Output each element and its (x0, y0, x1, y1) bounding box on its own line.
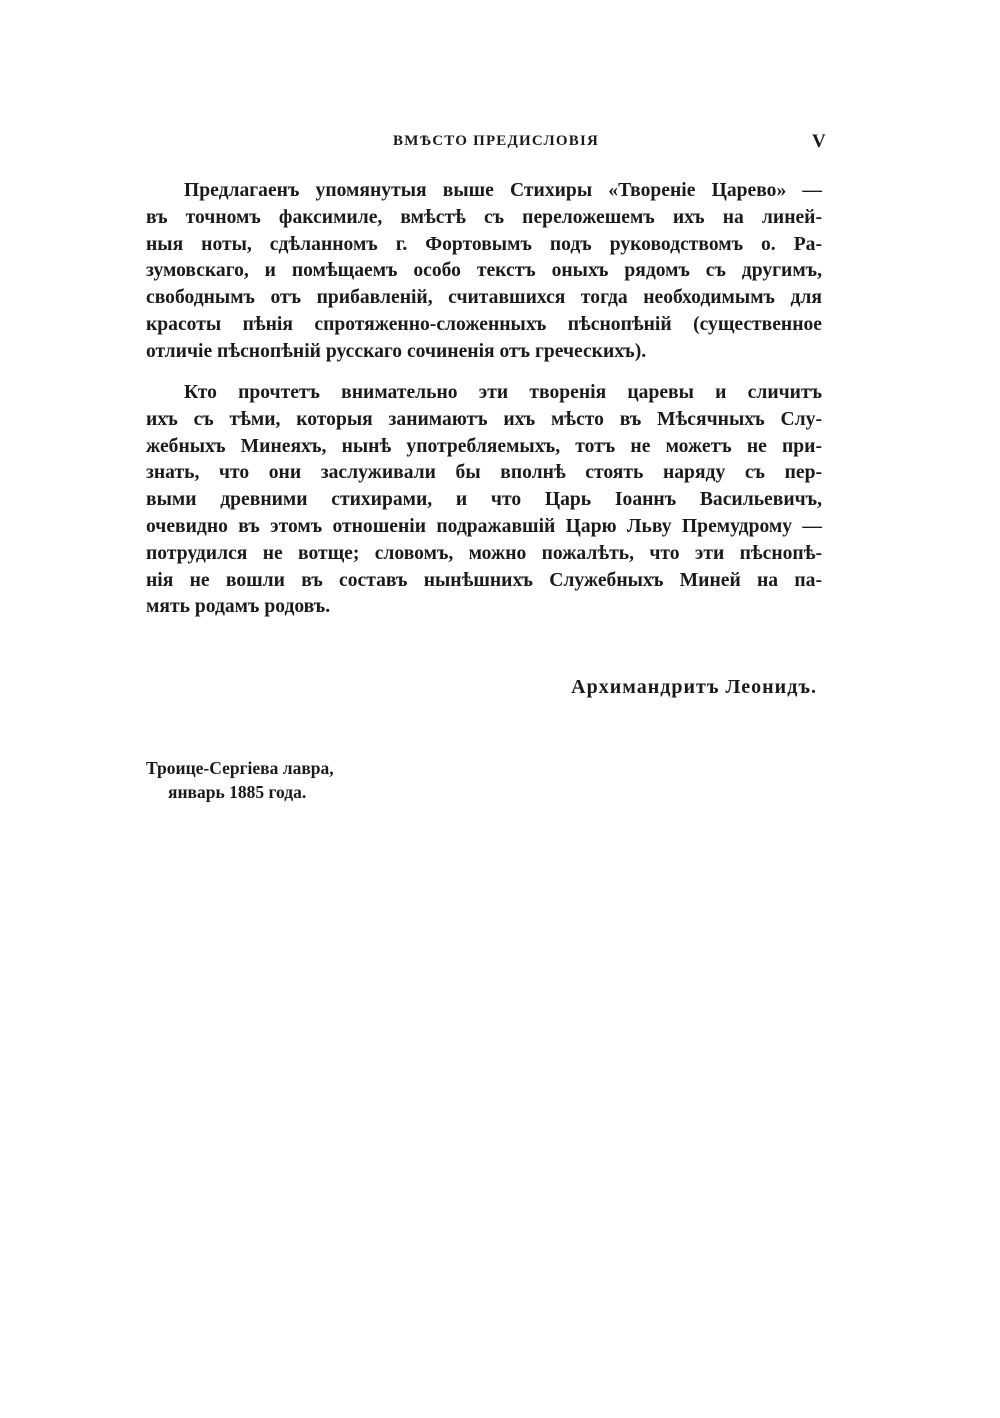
text-line: въ точномъ факсимиле, вмѣстѣ съ переложешемъ ихъ на линей- (146, 206, 822, 228)
running-title: ВМѢСТО ПРЕДИСЛОВІЯ (393, 133, 600, 149)
paragraph-2 (146, 380, 822, 621)
text-line: свободнымъ отъ прибавленій, считавшихся тогда необходимымъ для (146, 287, 822, 309)
text-line: потрудился не вотще; словомъ, можно пожалѣть, что эти пѣснопѣ- (146, 542, 822, 564)
text-line: ныя ноты, сдѣланномъ г. Фортовымъ подъ руководствомъ о. Ра- (146, 233, 822, 255)
text-line: Предлагаенъ упомянутыя выше Стихиры «Твореніе Царево» — (184, 180, 822, 201)
text-line: нія не вошли въ составъ нынѣшнихъ Служебныхъ Миней на па- (146, 569, 822, 591)
text-line: мять родамъ родовъ. (146, 596, 331, 618)
place-line: Троице-Сергіева лавра, (146, 758, 334, 778)
paragraph-1 (146, 178, 822, 366)
author-signature: Архимандритъ Леонидъ. (571, 676, 817, 698)
text-line: очевидно въ этомъ отношеніи подражавшій Царю Льву Премудрому — (146, 515, 822, 537)
place-and-date (146, 756, 334, 804)
text-line: выми древними стихирами, и что Царь Іоаннъ Васильевичъ, (146, 489, 822, 511)
text-line: знать, что они заслуживали бы вполнѣ стоять наряду съ пер- (146, 462, 822, 484)
text-line: зумовскаго, и помѣщаемъ особо текстъ оныхъ рядомъ съ другимъ, (146, 260, 822, 282)
date-line: январь 1885 года. (168, 782, 307, 802)
text-line: отличіе пѣснопѣній русскаго сочиненія отъ греческихъ). (146, 340, 647, 362)
text-line: красоты пѣнія спротяженно-сложенныхъ пѣснопѣній (существенное (146, 313, 822, 335)
page-number: V (812, 131, 826, 152)
text-line: жебныхъ Минеяхъ, нынѣ употребляемыхъ, тотъ не можетъ не при- (146, 435, 822, 457)
text-line: Кто прочтетъ внимательно эти творенія царевы и сличитъ (184, 382, 822, 403)
text-line: ихъ съ тѣми, которыя занимаютъ ихъ мѣсто въ Мѣсячныхъ Слу- (146, 408, 822, 430)
